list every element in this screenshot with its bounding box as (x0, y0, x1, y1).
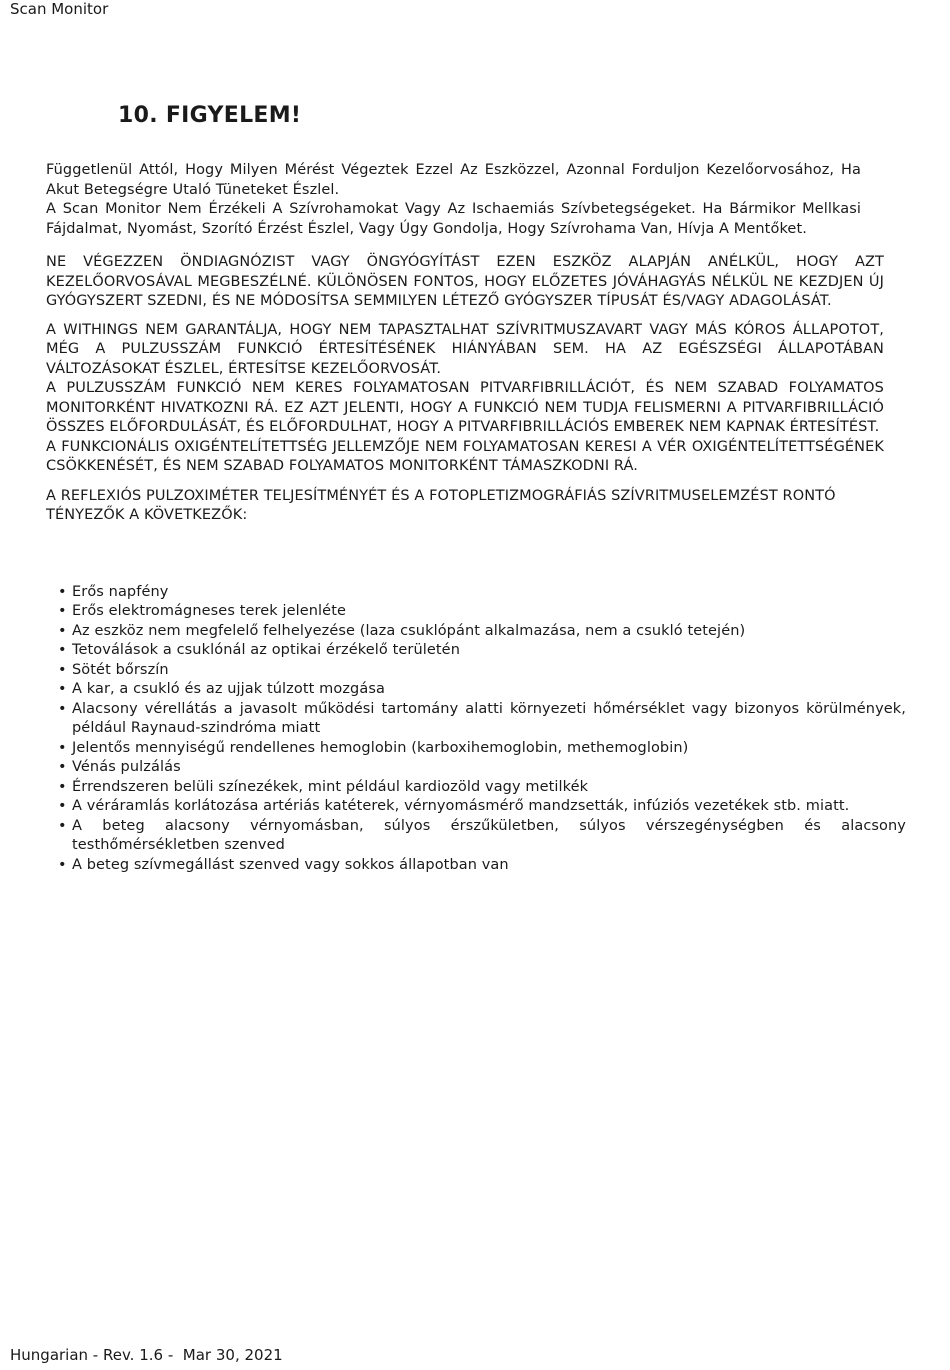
warning-paragraph: NE VÉGEZZEN ÖNDIAGNÓZIST VAGY ÖNGYÓGYÍTÁST EZEN ESZKÖZ ALAPJÁN ANÉLKÜL, HOGY AZT KEZELŐORVOSÁVAL MEGBESZÉLNÉ. KÜLÖNÖSEN FONTOS, HOGY ELŐZETES JÓVÁHAGYÁS NÉLKÜL NE KEZDJEN ÚJ GYÓGYSZERT SZEDNI, ÉS NE MÓDOSÍTSA SEMMILYEN LÉTEZŐ GYÓGYSZER TÍPUSÁT ÉS/VAGY ADAGOLÁSÁT. (46, 254, 884, 309)
list-item: • Erős napfény (58, 583, 906, 603)
document-header: Scan Monitor (10, 0, 109, 18)
list-item: • A kar, a csukló és az ujjak túlzott mozgása (58, 680, 906, 700)
list-item: • Jelentős mennyiségű rendellenes hemoglobin (karboxihemoglobin, methemoglobin) (58, 739, 906, 759)
list-item: • Érrendszeren belüli színezékek, mint például kardiozöld vagy metilkék (58, 778, 906, 798)
list-item: • Vénás pulzálás (58, 758, 906, 778)
intro-block (46, 161, 861, 239)
list-item: • Erős elektromágneses terek jelenléte (58, 602, 906, 622)
list-item: • Tetoválások a csuklónál az optikai érzékelő területén (58, 641, 906, 661)
warning-paragraph: A WITHINGS NEM GARANTÁLJA, HOGY NEM TAPASZTALHAT SZÍVRITMUSZAVART VAGY MÁS KÓROS ÁLLAPOTOT, MÉG A PULZUSSZÁM FUNKCIÓ ÉRTESÍTÉSÉNEK HIÁNYÁBAN SEM. HA AZ EGÉSZSÉGI ÁLLAPOTÁBAN VÁLTOZÁSOKAT ÉSZLEL, ÉRTESÍTSE KEZELŐORVOSÁT. (46, 321, 884, 377)
warning-block-limitations (46, 321, 884, 477)
factors-heading: A REFLEXIÓS PULZOXIMÉTER TELJESÍTMÉNYÉT ÉS A FOTOPLETIZMOGRÁFIÁS SZÍVRITMUSELEMZÉST RONTÓ TÉNYEZŐK A KÖVETKEZŐK: (46, 487, 836, 523)
list-item: • A beteg alacsony vérnyomásban, súlyos érszűkületben, súlyos vérszegénységben és alacsony testhőmérsékletben szenved (58, 817, 906, 856)
list-item: • Az eszköz nem megfelelő felhelyezése (laza csuklópánt alkalmazása, nem a csukló tetején) (58, 622, 906, 642)
list-item: • Sötét bőrszín (58, 661, 906, 681)
list-item: • A véráramlás korlátozása artériás katéterek, vérnyomásmérő mandzsetták, infúziós vezetékek stb. miatt. (58, 797, 906, 817)
warning-paragraph: A PULZUSSZÁM FUNKCIÓ NEM KERES FOLYAMATOSAN PITVARFIBRILLÁCIÓT, ÉS NEM SZABAD FOLYAMATOS MONITORKÉNT HIVATKOZNI RÁ. EZ AZT JELENTI, HOGY A FUNKCIÓ NEM TUDJA FELISMERNI A PITVARFIBRILLÁCIÓ ÖSSZES ELŐFORDULÁSÁT, ÉS ELŐFORDULHAT, HOGY A PITVARFIBRILLÁCIÓS EMBEREK NEM KAPNAK ÉRTESÍTÉST. (46, 380, 884, 435)
intro-paragraph: A Scan Monitor Nem Érzékeli A Szívrohamokat Vagy Az Ischaemiás Szívbetegségeket. Ha Bármikor Mellkasi Fájdalmat, Nyomást, Szorító Érzést Észlel, Vagy Úgy Gondolja, Hogy Szívrohama Van, Hívja A Mentőket. (46, 201, 861, 237)
intro-paragraph: Függetlenül Attól, Hogy Milyen Mérést Végeztek Ezzel Az Eszközzel, Azonnal Forduljon Kezelőorvosához, Ha Akut Betegségre Utaló Tüneteket Észlel. (46, 162, 861, 198)
list-item: • Alacsony vérellátás a javasolt működési tartomány alatti környezeti hőmérséklet vagy bizonyos körülmények, például Raynaud-szindróma miatt (58, 700, 906, 739)
document-body (46, 161, 906, 875)
list-item: • A beteg szívmegállást szenved vagy sokkos állapotban van (58, 856, 906, 876)
document-footer: Hungarian - Rev. 1.6 - Mar 30, 2021 (10, 1346, 283, 1364)
factors-list (58, 583, 906, 876)
warning-block-self-diagnosis (46, 253, 884, 312)
warning-paragraph: A FUNKCIONÁLIS OXIGÉNTELÍTETTSÉG JELLEMZŐJE NEM FOLYAMATOSAN KERESI A VÉR OXIGÉNTELÍTETTSÉGÉNEK CSÖKKENÉSÉT, ÉS NEM SZABAD FOLYAMATOS MONITORKÉNT TÁMASZKODNI RÁ. (46, 438, 884, 474)
section-title: 10. FIGYELEM! (118, 103, 302, 128)
